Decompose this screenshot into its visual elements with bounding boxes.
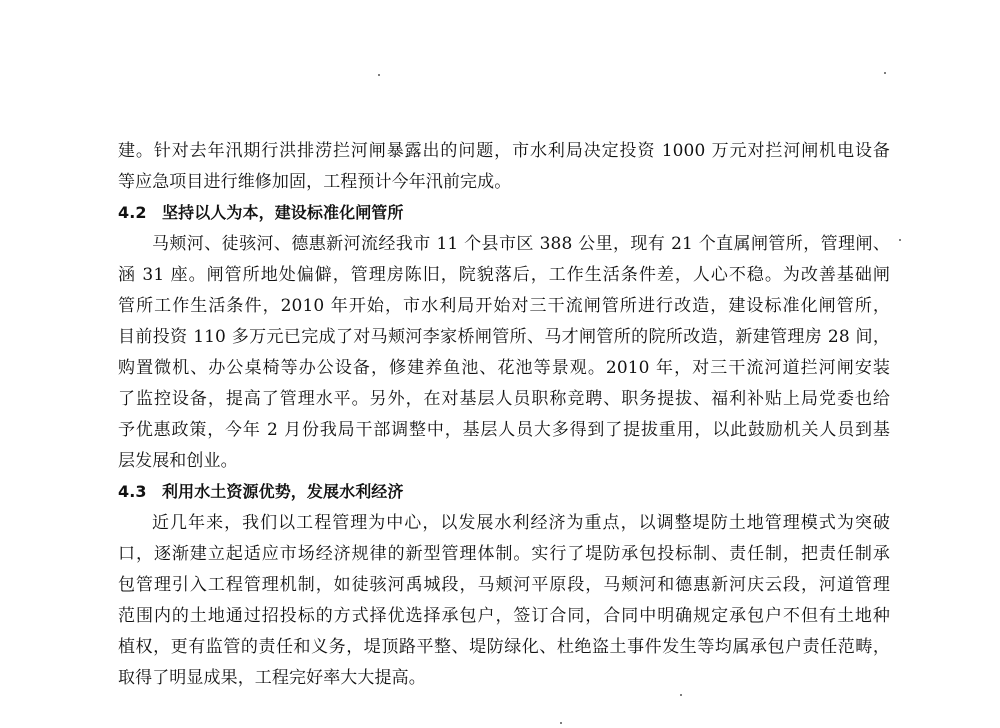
paragraph-line: 马颊河、徒骇河、德惠新河流经我市 11 个县市区 388 公里，现有 21 个直属闸管所，管理闸、 — [152, 234, 890, 254]
paragraph-line: 了监控设备，提高了管理水平。另外，在对基层人员职称竞聘、职务提拔、福利补贴上局党委也给 — [118, 389, 890, 409]
paragraph-line: 管所工作生活条件，2010 年开始，市水利局开始对三干流闸管所进行改造，建设标准化闸管所， — [118, 296, 890, 316]
paragraph-line: 等应急项目进行维修加固，工程预计今年汛前完成。 — [118, 172, 512, 192]
paragraph-line: 予优惠政策，今年 2 月份我局干部调整中，基层人员大多得到了提拔重用，以此鼓励机关人员到基 — [118, 420, 890, 440]
paragraph-line: 涵 31 座。闸管所地处偏僻，管理房陈旧，院貌落后，工作生活条件差，人心不稳。为改善基础闸 — [118, 265, 890, 285]
scan-speck — [560, 722, 562, 724]
paragraph-line: 取得了明显成果，工程完好率大大提高。 — [118, 668, 426, 688]
section-number: 4.2 — [118, 203, 147, 222]
paragraph-line: 范围内的土地通过招投标的方式择优选择承包户，签订合同，合同中明确规定承包户不但有土地种 — [118, 606, 890, 626]
section-heading-4-2 — [118, 199, 890, 227]
paragraph-line: 购置微机、办公桌椅等办公设备，修建养鱼池、花池等景观。2010 年，对三干流河道拦河闸安装 — [118, 358, 890, 378]
scan-speck — [899, 239, 901, 241]
paragraph-line: 近几年来，我们以工程管理为中心，以发展水利经济为重点，以调整堤防土地管理模式为突破 — [152, 513, 890, 533]
section-title: 坚持以人为本，建设标准化闸管所 — [162, 203, 404, 222]
scan-speck — [378, 74, 380, 76]
paragraph-line: 口，逐渐建立起适应市场经济规律的新型管理体制。实行了堤防承包投标制、责任制，把责任制承 — [118, 544, 890, 564]
paragraph-line: 层发展和创业。 — [118, 451, 238, 471]
scan-speck — [884, 72, 886, 74]
section-heading-4-3 — [118, 478, 890, 506]
section-title: 利用水土资源优势，发展水利经济 — [162, 482, 404, 501]
section-number: 4.3 — [118, 482, 147, 501]
paragraph-line: 建。针对去年汛期行洪排涝拦河闸暴露出的问题，市水利局决定投资 1000 万元对拦河闸机电设备 — [118, 141, 890, 161]
paragraph-line: 植权，更有监管的责任和义务，堤顶路平整、堤防绿化、杜绝盗土事件发生等均属承包户责任范畴， — [118, 637, 890, 657]
scan-speck — [680, 694, 682, 696]
paragraph-line: 目前投资 110 多万元已完成了对马颊河李家桥闸管所、马才闸管所的院所改造，新建管理房 28 间， — [118, 327, 890, 347]
paragraph-line: 包管理引入工程管理机制，如徒骇河禹城段，马颊河平原段，马颊河和德惠新河庆云段，河道管理 — [118, 575, 890, 595]
